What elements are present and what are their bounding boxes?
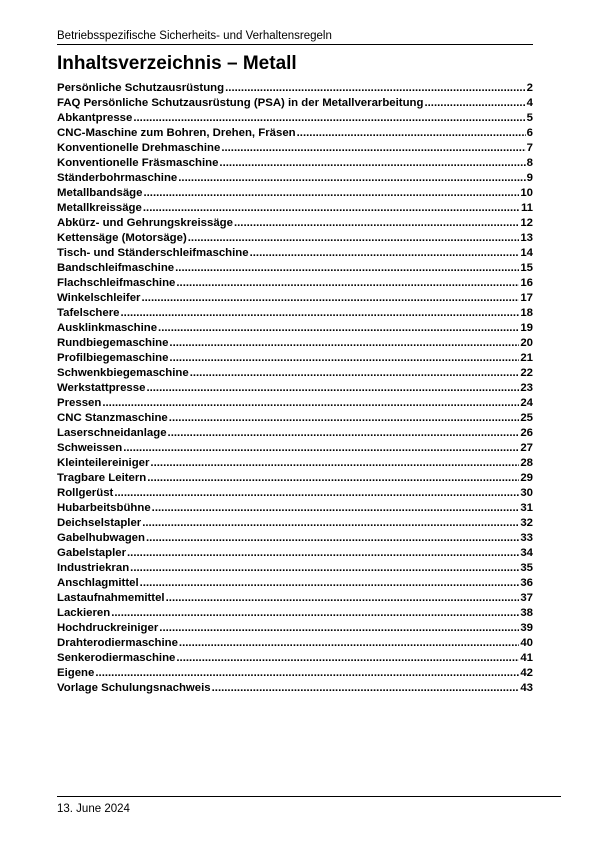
toc-entry-label: Gabelhubwagen [57,532,145,544]
toc-entry-page: 33 [520,532,533,544]
toc-entry-label: Metallbandsäge [57,187,143,199]
toc-entry[interactable] [57,621,533,636]
toc-dot-leader [142,516,519,531]
toc-entry[interactable] [57,411,533,426]
toc-entry-label: Laserschneidanlage [57,427,167,439]
toc-dot-leader [175,261,519,276]
toc-entry[interactable] [57,546,533,561]
toc-entry-label: Ausklinkmaschine [57,322,158,334]
toc-entry-label: CNC-Maschine zum Bohren, Drehen, Fräsen [57,127,296,139]
toc-entry-label: Profilbiegemaschine [57,352,169,364]
toc-entry-label: Konventionelle Fräsmaschine [57,157,219,169]
toc-entry-label: Persönliche Schutzausrüstung [57,82,225,94]
toc-entry-label: Senkerodiermaschine [57,652,176,664]
toc-entry-page: 24 [520,397,533,409]
toc-entry[interactable] [57,81,533,96]
toc-dot-leader [143,186,519,201]
toc-dot-leader [424,96,525,111]
toc-dot-leader [111,606,519,621]
toc-entry-label: FAQ Persönliche Schutzausrüstung (PSA) in der Metallverarbeitung [57,97,424,109]
toc-entry[interactable] [57,96,533,111]
toc-entry[interactable] [57,456,533,471]
toc-entry[interactable] [57,246,533,261]
toc-entry[interactable] [57,561,533,576]
toc-dot-leader [140,576,520,591]
toc-entry[interactable] [57,216,533,231]
toc-dot-leader [152,501,520,516]
toc-dot-leader [133,111,525,126]
toc-dot-leader [250,246,520,261]
toc-entry-page: 15 [520,262,533,274]
toc-entry-page: 40 [520,637,533,649]
toc-dot-leader [221,141,525,156]
toc-entry-label: Schweissen [57,442,123,454]
toc-entry-label: Konventionelle Drehmaschine [57,142,221,154]
toc-entry-page: 8 [526,157,533,169]
toc-entry-label: Ständerbohrmaschine [57,172,178,184]
toc-entry[interactable] [57,681,533,696]
toc-entry-page: 39 [520,622,533,634]
toc-dot-leader [102,396,519,411]
toc-entry-page: 22 [520,367,533,379]
toc-entry-page: 11 [520,202,533,214]
toc-entry-page: 29 [520,472,533,484]
toc-entry-page: 13 [520,232,533,244]
toc-entry[interactable] [57,381,533,396]
page-footer [57,796,561,816]
toc-entry-page: 20 [520,337,533,349]
toc-entry-page: 18 [520,307,533,319]
toc-entry-page: 25 [520,412,533,424]
toc-entry-page: 42 [520,667,533,679]
toc-dot-leader [188,231,520,246]
toc-entry-page: 34 [520,547,533,559]
footer-date: 13. June 2024 [57,803,130,815]
toc-dot-leader [190,366,520,381]
toc-entry-label: Rollgerüst [57,487,114,499]
toc-entry-page: 26 [520,427,533,439]
toc-dot-leader [120,306,519,321]
toc-entry-page: 16 [520,277,533,289]
toc-entry-page: 4 [526,97,533,109]
toc-entry-page: 31 [520,502,533,514]
toc-entry-label: Kleinteilereiniger [57,457,150,469]
toc-dot-leader [146,381,519,396]
toc-entry-page: 30 [520,487,533,499]
toc-entry-page: 12 [520,217,533,229]
toc-entry-page: 37 [520,592,533,604]
toc-entry-label: Schwenkbiegemaschine [57,367,189,379]
toc-dot-leader [123,441,519,456]
toc-entry-page: 2 [526,82,533,94]
toc-entry-page: 17 [520,292,533,304]
toc-entry-label: Abkürz- und Gehrungskreissäge [57,217,233,229]
toc-dot-leader [150,456,519,471]
toc-entry-label: CNC Stanzmaschine [57,412,168,424]
toc-entry-label: Hubarbeitsbühne [57,502,151,514]
toc-entry-page: 35 [520,562,533,574]
table-of-contents [57,81,533,696]
toc-dot-leader [169,336,519,351]
toc-entry[interactable] [57,366,533,381]
toc-dot-leader [212,681,520,696]
toc-dot-leader [219,156,525,171]
toc-dot-leader [114,486,519,501]
toc-dot-leader [127,546,519,561]
toc-entry-page: 23 [520,382,533,394]
toc-dot-leader [166,591,520,606]
toc-dot-leader [95,666,519,681]
toc-entry[interactable] [57,576,533,591]
toc-entry-label: Metallkreissäge [57,202,142,214]
toc-entry-label: Tragbare Leitern [57,472,147,484]
toc-entry-page: 10 [520,187,533,199]
toc-entry-page: 27 [520,442,533,454]
toc-entry[interactable] [57,591,533,606]
toc-entry[interactable] [57,516,533,531]
toc-entry[interactable] [57,531,533,546]
toc-entry-label: Vorlage Schulungsnachweis [57,682,211,694]
toc-entry-page: 5 [526,112,533,124]
toc-entry[interactable] [57,261,533,276]
toc-entry-label: Gabelstapler [57,547,127,559]
toc-entry-page: 19 [520,322,533,334]
toc-dot-leader [169,351,519,366]
toc-entry[interactable] [57,336,533,351]
toc-entry-label: Flachschleifmaschine [57,277,176,289]
toc-dot-leader [143,201,520,216]
toc-entry-label: Rundbiegemaschine [57,337,169,349]
toc-entry-label: Bandschleifmaschine [57,262,175,274]
toc-entry-page: 43 [520,682,533,694]
toc-entry-page: 9 [526,172,533,184]
toc-entry[interactable] [57,201,533,216]
toc-entry[interactable] [57,651,533,666]
toc-entry[interactable] [57,321,533,336]
toc-entry-label: Lastaufnahmemittel [57,592,165,604]
toc-entry[interactable] [57,636,533,651]
toc-entry-label: Werkstattpresse [57,382,146,394]
toc-dot-leader [147,471,519,486]
toc-entry-label: Pressen [57,397,102,409]
toc-entry-label: Eigene [57,667,95,679]
toc-entry-page: 7 [526,142,533,154]
toc-entry-page: 41 [520,652,533,664]
toc-dot-leader [179,636,519,651]
toc-dot-leader [178,171,525,186]
toc-entry[interactable] [57,351,533,366]
toc-dot-leader [146,531,519,546]
toc-entry[interactable] [57,126,533,141]
toc-dot-leader [225,81,526,96]
toc-entry-page: 21 [520,352,533,364]
toc-dot-leader [169,411,520,426]
toc-entry[interactable] [57,606,533,621]
toc-entry[interactable] [57,111,533,126]
toc-entry[interactable] [57,441,533,456]
toc-entry[interactable] [57,141,533,156]
toc-entry[interactable] [57,471,533,486]
toc-entry[interactable] [57,171,533,186]
page-title: Inhaltsverzeichnis – Metall [57,53,297,74]
toc-entry-page: 6 [526,127,533,139]
toc-entry[interactable] [57,501,533,516]
toc-entry-label: Winkelschleifer [57,292,141,304]
running-header: Betriebsspezifische Sicherheits- und Verhaltensregeln [57,29,533,45]
toc-entry-label: Anschlagmittel [57,577,139,589]
toc-entry-label: Kettensäge (Motorsäge) [57,232,187,244]
toc-entry[interactable] [57,231,533,246]
toc-dot-leader [130,561,519,576]
toc-entry-label: Tafelschere [57,307,120,319]
toc-entry-page: 28 [520,457,533,469]
toc-entry-page: 36 [520,577,533,589]
toc-entry[interactable] [57,306,533,321]
toc-entry-page: 32 [520,517,533,529]
toc-entry[interactable] [57,291,533,306]
toc-dot-leader [176,651,519,666]
toc-entry[interactable] [57,486,533,501]
toc-entry-label: Tisch- und Ständerschleifmaschine [57,247,249,259]
toc-entry[interactable] [57,666,533,681]
toc-dot-leader [158,321,519,336]
toc-entry-label: Deichselstapler [57,517,142,529]
toc-entry[interactable] [57,156,533,171]
toc-entry[interactable] [57,186,533,201]
toc-entry-label: Hochdruckreiniger [57,622,159,634]
toc-dot-leader [141,291,519,306]
toc-entry-label: Lackieren [57,607,111,619]
toc-entry[interactable] [57,426,533,441]
toc-entry[interactable] [57,276,533,291]
toc-entry[interactable] [57,396,533,411]
toc-entry-label: Abkantpresse [57,112,133,124]
toc-entry-page: 14 [520,247,533,259]
toc-dot-leader [297,126,526,141]
toc-dot-leader [234,216,519,231]
toc-entry-page: 38 [520,607,533,619]
toc-dot-leader [159,621,519,636]
toc-dot-leader [168,426,520,441]
toc-entry-label: Drahterodiermaschine [57,637,178,649]
toc-dot-leader [176,276,519,291]
toc-entry-label: Industriekran [57,562,130,574]
